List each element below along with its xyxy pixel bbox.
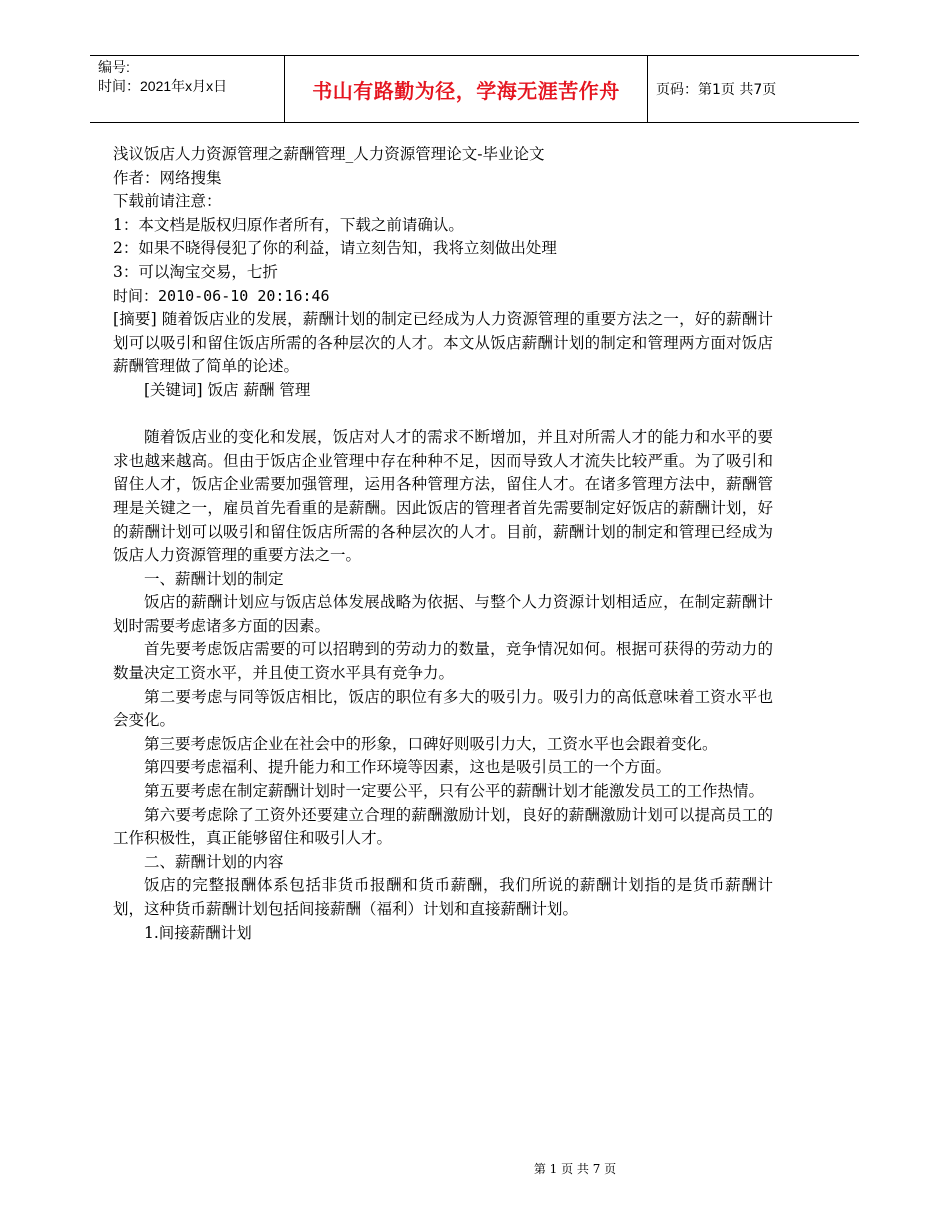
paragraph: 第五要考虑在制定薪酬计划时一定要公平，只有公平的薪酬计划才能激发员工的工作热情。: [144, 782, 765, 801]
notice-item: 1：本文档是版权归原作者所有，下载之前请确认。: [113, 215, 464, 234]
header-page-info: 页码：第1页 共7页: [656, 82, 777, 98]
header-motto: 书山有路勤为径，学海无涯苦作舟: [284, 56, 648, 122]
article-title: 浅议饭店人力资源管理之薪酬管理_人力资源管理论文-毕业论文: [113, 145, 545, 163]
doc-number-label: 编号:: [98, 59, 130, 75]
page-footer: 第 1 页 共 7 页: [533, 1162, 617, 1176]
paragraph: 第六要考虑除了工资外还要建立合理的薪酬激励计划，良好的薪酬激励计划可以提高员工的工作积极性，真正能够留住和吸引人才。: [113, 805, 773, 848]
article-time: 时间：2010-06-10 20:16:46: [113, 286, 330, 305]
keywords: [关键词] 饭店 薪酬 管理: [144, 380, 311, 399]
page-header: [90, 55, 859, 123]
abstract: [摘要] 随着饭店业的发展，薪酬计划的制定已经成为人力资源管理的重要方法之一，好的薪酬计划可以吸引和留住饭店所需的各种层次的人才。本文从饭店薪酬计划的制定和管理两方面对饭店薪酬管理做了简单的论述。: [113, 310, 773, 376]
paragraph: 首先要考虑饭店需要的可以招聘到的劳动力的数量，竞争情况如何。根据可获得的劳动力的数量决定工资水平，并且使工资水平具有竞争力。: [113, 640, 773, 683]
notice-heading: 下载前请注意：: [113, 192, 222, 211]
paragraph: 第二要考虑与同等饭店相比，饭店的职位有多大的吸引力。吸引力的高低意味着工资水平也会变化。: [113, 687, 773, 730]
spacer: [113, 403, 773, 427]
document-body: [113, 143, 773, 945]
notice-item: 2：如果不晓得侵犯了你的利益，请立刻告知，我将立刻做出处理: [113, 239, 557, 258]
notice-item: 3：可以淘宝交易，七折: [113, 262, 278, 281]
header-left: [98, 58, 280, 96]
paragraph: 第四要考虑福利、提升能力和工作环境等因素，这也是吸引员工的一个方面。: [144, 758, 672, 777]
intro-paragraph: 随着饭店业的变化和发展，饭店对人才的需求不断增加，并且对所需人才的能力和水平的要求也越来越高。但由于饭店企业管理中存在种种不足，因而导致人才流失比较严重。为了吸引和留住人才，饭店企业需要加强管理，运用各种管理方法，留住人才。在诸多管理方法中，薪酬管理是关键之一，雇员首先看重的是薪酬。因此饭店的管理者首先需要制定好饭店的薪酬计划，好的薪酬计划可以吸引和留住饭店所需的各种层次的人才。目前，薪酬计划的制定和管理已经成为饭店人力资源管理的重要方法之一。: [113, 428, 773, 565]
paragraph: 饭店的完整报酬体系包括非货币报酬和货币薪酬，我们所说的薪酬计划指的是货币薪酬计划，这种货币薪酬计划包括间接薪酬（福利）计划和直接薪酬计划。: [113, 876, 773, 918]
section-heading: 二、薪酬计划的内容: [144, 852, 284, 871]
header-time: 时间：2021年x月x日: [98, 78, 228, 94]
section-heading: 一、薪酬计划的制定: [144, 569, 284, 588]
paragraph: 饭店的薪酬计划应与饭店总体发展战略为依据、与整个人力资源计划相适应，在制定薪酬计划时需要考虑诸多方面的因素。: [113, 593, 773, 635]
subsection-heading: 1.间接薪酬计划: [144, 923, 252, 942]
paragraph: 第三要考虑饭店企业在社会中的形象，口碑好则吸引力大，工资水平也会跟着变化。: [144, 734, 718, 753]
article-author: 作者：网络搜集: [113, 168, 222, 187]
